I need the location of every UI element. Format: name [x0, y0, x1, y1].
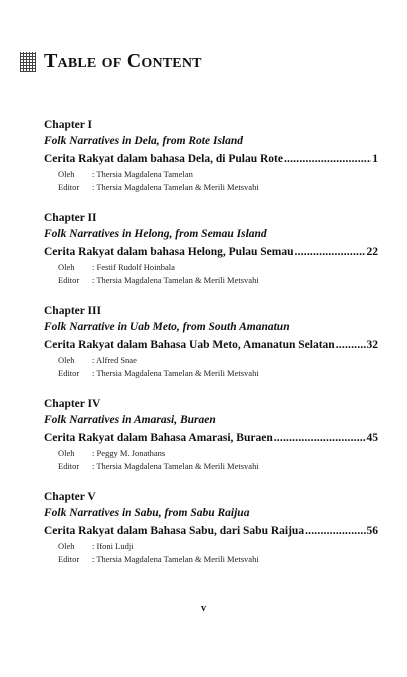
chapter-indonesian-row[interactable]: [44, 150, 378, 168]
page-folio: v: [201, 603, 206, 614]
author-name: : Peggy M. Jonathans: [92, 448, 166, 458]
chapter-label: Chapter II: [44, 212, 97, 224]
author-line: [44, 540, 378, 553]
editor-line: [44, 553, 378, 566]
dot-leader: [274, 429, 366, 447]
editor-line: [44, 367, 378, 380]
chapter-english-title: Folk Narratives in Sabu, from Sabu Raijua: [44, 507, 250, 519]
author-key: Oleh: [58, 448, 75, 458]
editor-name: : Thersia Magdalena Tamelan & Merili Metsvahi: [92, 554, 259, 564]
page-number: 22: [366, 246, 378, 258]
page-number: 56: [366, 525, 378, 537]
dot-leader: [336, 336, 366, 354]
chapter-indonesian-row[interactable]: [44, 336, 378, 354]
editor-key: Editor: [58, 554, 80, 564]
author-name: : Ifoni Ludji: [92, 541, 134, 551]
chapter-label: Chapter I: [44, 119, 93, 131]
dot-leader: [295, 243, 366, 261]
hatched-square-icon: [20, 52, 36, 72]
editor-name: : Thersia Magdalena Tamelan & Merili Metsvahi: [92, 368, 259, 378]
chapter-english-title: Folk Narratives in Helong, from Semau Island: [44, 228, 267, 240]
editor-key: Editor: [58, 275, 80, 285]
editor-line: [44, 181, 378, 194]
chapter-english-title: Folk Narratives in Dela, from Rote Island: [44, 135, 244, 147]
author-line: [44, 261, 378, 274]
editor-line: [44, 460, 378, 473]
dot-leader: [284, 150, 371, 168]
toc-entry-chapter-1[interactable]: [44, 118, 378, 194]
editor-key: Editor: [58, 368, 80, 378]
toc-heading: [20, 50, 202, 73]
editor-name: : Thersia Magdalena Tamelan & Merili Metsvahi: [92, 275, 259, 285]
toc-entry-chapter-4[interactable]: [44, 397, 378, 473]
author-key: Oleh: [58, 262, 75, 272]
dot-leader: [305, 522, 365, 540]
chapter-english-title: Folk Narrative in Uab Meto, from South Amanatun: [44, 321, 290, 333]
author-name: : Thersia Magdalena Tamelan: [92, 169, 193, 179]
author-name: : Festif Rudolf Hoinbala: [92, 262, 175, 272]
chapter-label: Chapter V: [44, 491, 96, 503]
page-number: 32: [366, 339, 378, 351]
page-number: 45: [366, 432, 378, 444]
author-line: [44, 447, 378, 460]
editor-name: : Thersia Magdalena Tamelan & Merili Metsvahi: [92, 182, 259, 192]
chapter-indonesian-row[interactable]: [44, 429, 378, 447]
chapter-indonesian-row[interactable]: [44, 243, 378, 261]
editor-key: Editor: [58, 461, 80, 471]
editor-line: [44, 274, 378, 287]
author-key: Oleh: [58, 355, 75, 365]
chapter-label: Chapter III: [44, 305, 101, 317]
chapter-indonesian-title: Cerita Rakyat dalam Bahasa Amarasi, Buraen: [44, 432, 273, 444]
chapter-english-title: Folk Narratives in Amarasi, Buraen: [44, 414, 216, 426]
author-key: Oleh: [58, 169, 75, 179]
editor-key: Editor: [58, 182, 80, 192]
author-line: [44, 168, 378, 181]
page-number: 1: [372, 153, 378, 165]
editor-name: : Thersia Magdalena Tamelan & Merili Metsvahi: [92, 461, 259, 471]
author-name: : Alfred Snae: [92, 355, 137, 365]
chapter-indonesian-title: Cerita Rakyat dalam bahasa Dela, di Pulau Rote: [44, 153, 283, 165]
author-key: Oleh: [58, 541, 75, 551]
chapter-indonesian-title: Cerita Rakyat dalam bahasa Helong, Pulau Semau: [44, 246, 294, 258]
toc-entry-chapter-2[interactable]: [44, 211, 378, 287]
chapter-label: Chapter IV: [44, 398, 101, 410]
chapter-indonesian-title: Cerita Rakyat dalam Bahasa Uab Meto, Amanatun Selatan: [44, 339, 335, 351]
author-line: [44, 354, 378, 367]
chapter-indonesian-row[interactable]: [44, 522, 378, 540]
chapter-indonesian-title: Cerita Rakyat dalam Bahasa Sabu, dari Sabu Raijua: [44, 525, 305, 537]
toc-title: Table of Content: [44, 50, 202, 72]
toc-entry-chapter-3[interactable]: [44, 304, 378, 380]
toc-entry-chapter-5[interactable]: [44, 490, 378, 566]
